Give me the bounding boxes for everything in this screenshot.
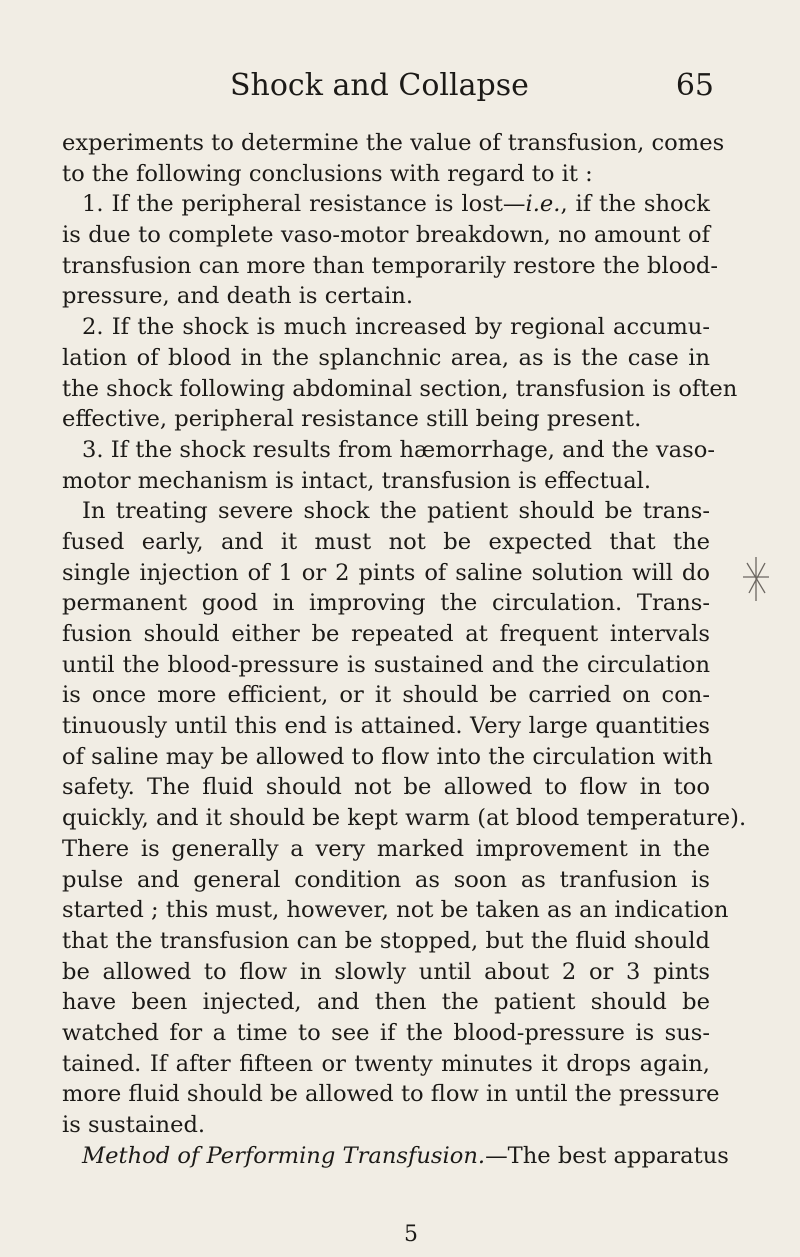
text-line: 3. If the shock results from hæmorrhage, and the vaso- — [82, 436, 715, 463]
text-line: is once more efficient, or it should be carried on con- — [62, 682, 710, 709]
text-line: tained. If after fifteen or twenty minutes it drops again, — [62, 1050, 710, 1077]
text-line: is sustained. — [62, 1112, 206, 1138]
text-line: There is generally a very marked improvement in the — [62, 835, 710, 862]
italic-abbrev: i.e. — [525, 191, 561, 218]
text-line: transfusion can more than temporarily restore the blood- — [62, 252, 719, 279]
text-line: Method of Performing Transfusion.—The best apparatus — [82, 1142, 729, 1169]
text-line: motor mechanism is intact, transfusion is effectual. — [62, 467, 652, 494]
pencil-cross-mark — [741, 555, 771, 603]
signature-mark: 5 — [404, 1222, 418, 1247]
text-line: watched for a time to see if the blood-pressure is sus- — [62, 1019, 710, 1046]
text-line: effective, peripheral resistance still being present. — [62, 406, 642, 433]
text-line: In treating severe shock the patient should be trans- — [82, 498, 710, 525]
text-line: until the blood-pressure is sustained and the circulation — [62, 651, 710, 678]
text-line: pressure, and death is certain. — [62, 283, 414, 310]
text-line: have been injected, and then the patient should be — [62, 989, 710, 1016]
text-line: be allowed to flow in slowly until about 2 or 3 pints — [62, 958, 710, 985]
text-line: single injection of 1 or 2 pints of saline solution will do — [62, 559, 710, 586]
body-text — [62, 128, 747, 1171]
text-line: tinuously until this end is attained. Very large quantities — [62, 713, 710, 740]
text-line: more fluid should be allowed to flow in until the pressure — [62, 1081, 720, 1108]
text-line: lation of blood in the splanchnic area, as is the case in — [62, 344, 710, 371]
text-line: permanent good in improving the circulation. Trans- — [62, 590, 710, 617]
text-line: pulse and general condition as soon as tranfusion is — [62, 866, 710, 893]
text-line: fused early, and it must not be expected that the — [62, 528, 710, 555]
text-line: fusion should either be repeated at frequent intervals — [62, 621, 710, 647]
page-number: 65 — [675, 68, 714, 103]
section-heading: Method of Performing Transfusion. — [82, 1142, 486, 1169]
text-line: to the following conclusions with regard to it : — [62, 160, 593, 187]
text-line: quickly, and it should be kept warm (at blood temperature). — [62, 805, 747, 832]
text-line: that the transfusion can be stopped, but the fluid should — [62, 927, 710, 954]
text-line: the shock following abdominal section, transfusion is often — [62, 375, 738, 402]
text-line: started ; this must, however, not be taken as an indication — [62, 897, 729, 924]
running-title: Shock and Collapse — [230, 68, 529, 103]
text-line: of saline may be allowed to flow into the circulation with — [62, 743, 713, 770]
text-line: 1. If the peripheral resistance is lost—i.e., if the shock — [82, 191, 710, 218]
text-line: safety. The fluid should not be allowed to flow in too — [62, 774, 710, 801]
text-line: is due to complete vaso-motor breakdown, no amount of — [62, 222, 710, 249]
text-line: experiments to determine the value of transfusion, comes — [62, 130, 725, 156]
text-line: 2. If the shock is much increased by regional accumu- — [82, 314, 710, 341]
